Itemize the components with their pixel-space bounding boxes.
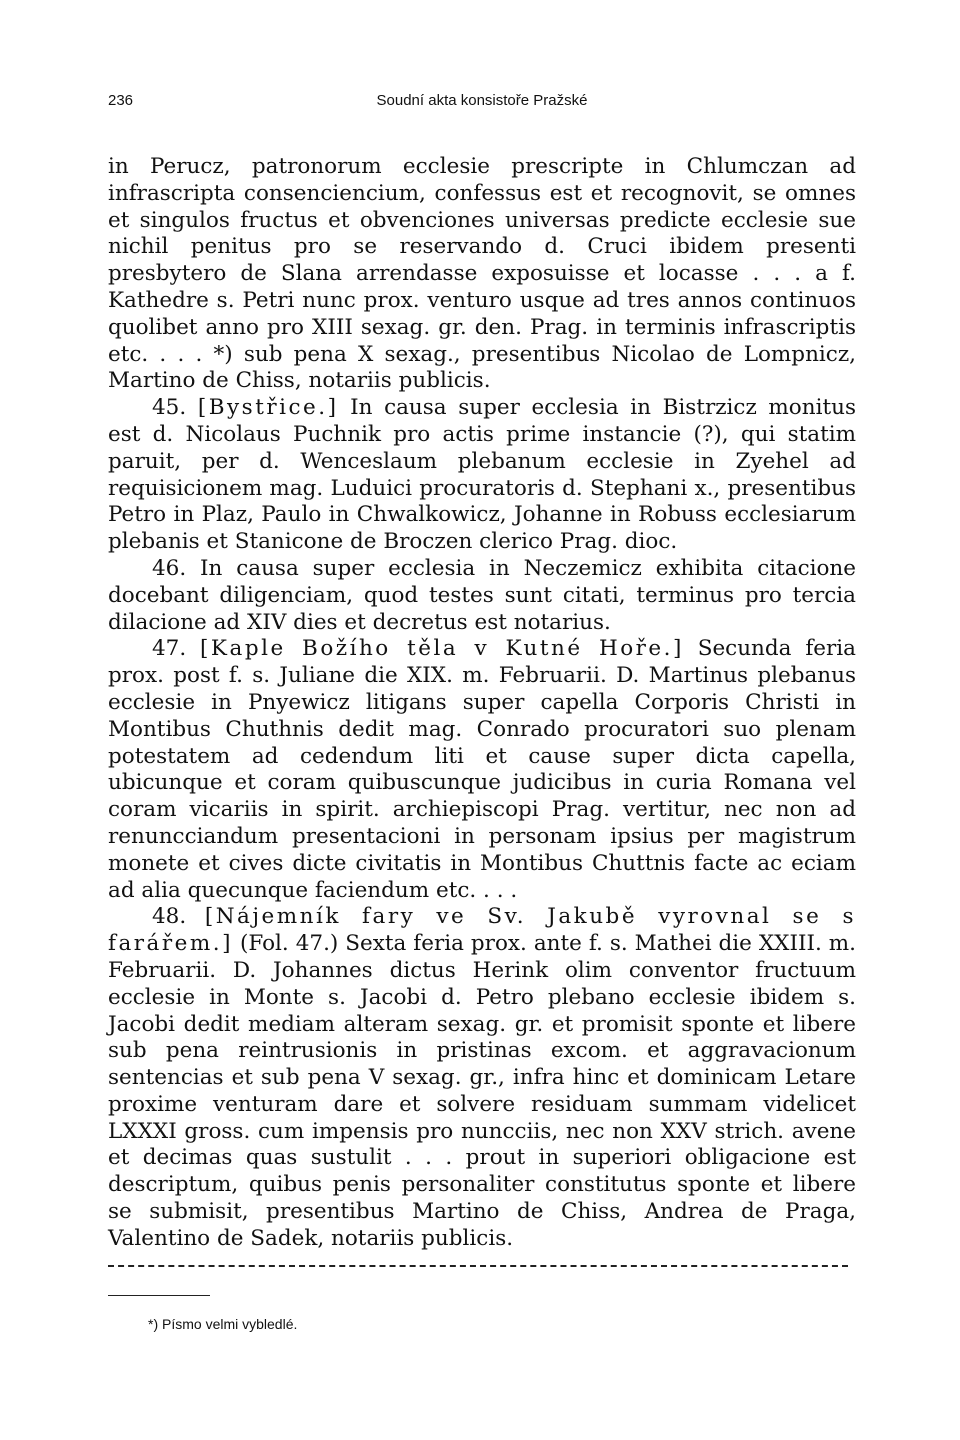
page-number: 236 bbox=[108, 92, 134, 109]
running-title: Soudní akta konsistoře Pražské bbox=[376, 92, 588, 109]
entry-46 bbox=[108, 556, 856, 636]
entry-heading: [Bystřice.] bbox=[197, 395, 339, 421]
entry-number: 47. bbox=[152, 636, 187, 662]
entry-48 bbox=[108, 904, 856, 1252]
entry-continuation bbox=[108, 154, 856, 395]
footnote: *) Písmo velmi vybledlé. bbox=[148, 1315, 298, 1332]
entry-45 bbox=[108, 395, 856, 556]
entry-47 bbox=[108, 636, 856, 904]
section-divider bbox=[108, 1265, 848, 1267]
entry-text: In causa super ecclesia in Bistrzicz monitus est d. Nicolaus Puchnik pro actis prime instancie (?), qui statim paruit, per d. Wenceslaum plebanum ecclesie in Zyehel ad requisicionem mag. Luduici procuratoris d. Stephani x., presentibus Petro in Plaz, Paulo in Chwalkowicz, Johanne in Robuss ecclesiarum plebanis et Stanicone de Broczen clerico Prag. dioc. bbox=[108, 395, 856, 555]
entry-text: In causa super ecclesia in Neczemicz exhibita citacione docebant diligenciam, quod testes sunt citati, terminus pro tercia dilacione ad XIV dies et decretus est notarius. bbox=[108, 555, 856, 635]
footnote-rule bbox=[108, 1295, 210, 1296]
entry-heading: [Nájemník fary ve Sv. Jakubě vyrovnal se s farářem.] bbox=[108, 904, 856, 957]
body-text bbox=[108, 154, 856, 1253]
page bbox=[108, 88, 856, 1332]
running-head bbox=[108, 88, 856, 116]
entry-text: (Fol. 47.) Sexta feria prox. ante f. s. Mathei die XXIII. m. Februarii. D. Johannes dictus Herink olim conventor fructuum ecclesie in Monte s. Jacobi d. Petro plebano ecclesie ibidem s. Jacobi dedit mediam alteram sexag. gr. et promisit sponte et libere sub pena reintrusionis in pristinas excom. et aggravacionum sentencias et sub pena V sexag. gr., infra hinc et dominicam Letare proxime venturam dare et solvere residuam summam videlicet LXXXI gross. cum impensis pro nuncciis, nec non XXV strich. avene et decimas quas sustulit . . . prout in superiori obligacione est descriptum, quibus penis personaliter constitutus sponte et libere se submisit, presentibus Martino de Chiss, Andrea de Praga, Valentino de Sadek, notariis publicis. bbox=[108, 931, 856, 1251]
entry-text: Secunda feria prox. post f. s. Juliane die XIX. m. Februarii. D. Martinus plebanus ecclesie in Pnyewicz litigans super capella Corporis Christi in Montibus Chuthnis dedit mag. Conrado procuratori suo plenam potestatem ad cedendum liti et cause super dicta capella, ubicunque et coram quibuscunque judicibus in curia Romana vel coram vicariis in spirit. archiepiscopi Prag. vertitur, nec non ad renuncciandum presentacioni in personam ipsius per magistrum monete et cives dicte civitatis in Montibus Chuttnis facte ac eciam ad alia quecunque faciendum etc. . . . bbox=[108, 636, 856, 903]
entry-heading: [Kaple Božího těla v Kutné Hoře.] bbox=[200, 636, 684, 662]
entry-text: in Perucz, patronorum ecclesie prescripte in Chlumczan ad infrascripta consenciencium, confessus est et recognovit, se omnes et singulos fructus et obvenciones universas predicte ecclesie sue nichil penitus pro se reservando d. Cruci ibidem presenti presbytero de Slana arrendasse exposuisse et locasse . . . a f. Kathedre s. Petri nunc prox. venturo usque ad tres annos continuos quolibet anno pro XIII sexag. gr. den. Prag. in terminis infrascriptis etc. . . . *) sub pena X sexag., presentibus Nicolao de Lompnicz, Martino de Chiss, notariis publicis. bbox=[108, 154, 856, 394]
entry-number: 45. bbox=[152, 395, 187, 421]
entry-number: 48. bbox=[152, 904, 187, 930]
entry-number: 46. bbox=[152, 555, 187, 581]
